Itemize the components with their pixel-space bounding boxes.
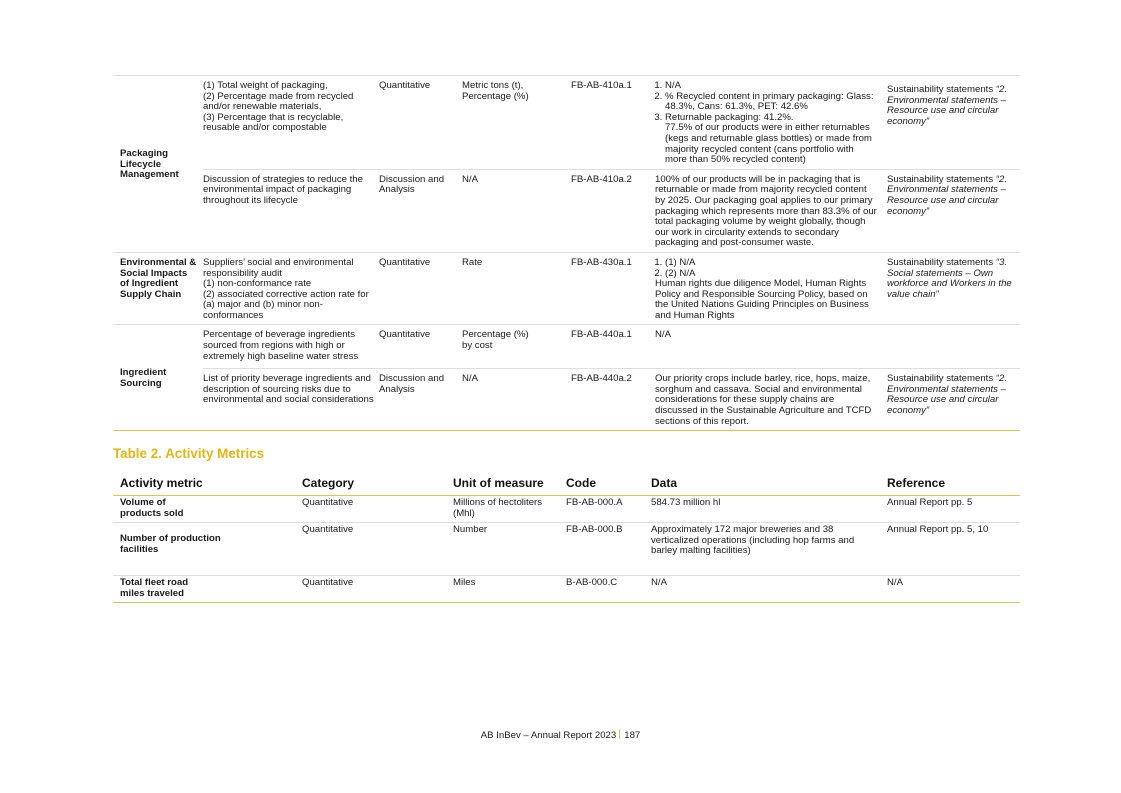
data-cell: N/A [651, 575, 887, 602]
code-cell: FB-AB-000.A [566, 497, 623, 508]
category-cell: Quantitative [379, 252, 462, 325]
data-cell: N/A [655, 325, 887, 369]
unit-cell: Miles [453, 575, 566, 602]
data-cell: 1. N/A 2. % Recycled content in primary packaging: Glass: 48.3%, Cans: 61.3%, PET: 42.6% 3. Returnable packaging: 41.2%. 77.5% of our products were in either returnables (kegs and returnable glass bottles) or made from majority recycled content (cans portfolio with more than 50% recycled content) [655, 76, 887, 170]
category-cell: Discussion and Analysis [379, 369, 462, 431]
reference-cell: N/A [887, 575, 1020, 602]
data-cell: 584.73 million hl [651, 497, 721, 508]
category-cell: Quantitative [379, 76, 462, 170]
metric-cell: (1) Total weight of packaging, (2) Percentage made from recycled and/or renewable materials, (3) Percentage that is recyclable, reusable and/or compostable [203, 76, 379, 170]
header-activity-metric: Activity metric [113, 474, 302, 496]
activity-metric-cell: Number of production facilities [113, 523, 302, 576]
header-unit: Unit of measure [453, 474, 566, 496]
reference-cell: Sustainability statements “2. Environmental statements – Resource use and circular economy” [887, 76, 1020, 170]
table-row [113, 252, 1020, 325]
metric-cell: Suppliers’ social and environmental responsibility audit (1) non-conformance rate (2) associated corrective action rate for (a) major and (b) minor non-conformances [203, 252, 379, 325]
data-cell: Our priority crops include barley, rice, hops, maize, sorghum and cassava. Social and environmental considerations for these supply chains are discussed in the Sustainable Agriculture and TCFD sections of this report. [655, 369, 887, 431]
topic-cell: Environmental & Social Impacts of Ingredient Supply Chain [113, 252, 203, 325]
code-cell: B-AB-000.C [566, 575, 651, 602]
reference-cell: Annual Report pp. 5, 10 [887, 523, 1020, 576]
unit-cell: Metric tons (t), Percentage (%) [462, 76, 571, 170]
unit-cell: Rate [462, 252, 571, 325]
table-2-title: Table 2. Activity Metrics [113, 446, 265, 461]
code-cell: FB-AB-440a.1 [571, 325, 655, 369]
topic-cell: Packaging Lifecycle Management [113, 76, 203, 253]
page-number: 187 [624, 730, 641, 741]
unit-cell: N/A [462, 369, 571, 431]
code-cell: FB-AB-000.B [566, 523, 651, 576]
sasb-metrics-table-continued [113, 75, 1020, 431]
code-cell: FB-AB-410a.1 [571, 76, 655, 170]
category-cell: Quantitative [302, 497, 354, 508]
reference-cell: Sustainability statements “2. Environmental statements – Resource use and circular economy” [887, 169, 1020, 252]
code-cell: FB-AB-410a.2 [571, 169, 655, 252]
category-cell: Quantitative [379, 325, 462, 369]
unit-cell: Percentage (%) by cost [462, 325, 571, 369]
metric-cell: List of priority beverage ingredients and description of sourcing risks due to environmental and social considerations [203, 369, 379, 431]
metric-cell: Discussion of strategies to reduce the environmental impact of packaging throughout its lifecycle [203, 169, 379, 252]
header-data: Data [651, 474, 887, 496]
code-cell: FB-AB-430a.1 [571, 252, 655, 325]
unit-cell: Number [453, 523, 566, 576]
category-cell: Discussion and Analysis [379, 169, 462, 252]
report-title: AB InBev – Annual Report 2023 [480, 730, 617, 741]
code-cell: FB-AB-440a.2 [571, 369, 655, 431]
reference-cell: Sustainability statements “2. Environmental statements – Resource use and circular economy” [887, 369, 1020, 431]
reference-cell [887, 325, 1020, 369]
table-row [113, 496, 1020, 523]
activity-metric-cell: Volume of products sold [120, 497, 184, 519]
table-row [113, 169, 1020, 252]
page-footer [0, 729, 1121, 742]
table-row [113, 523, 1020, 576]
footer-divider [619, 729, 620, 739]
activity-metric-cell: Total fleet road miles traveled [113, 575, 302, 602]
category-cell: Quantitative [302, 575, 453, 602]
topic-cell: Ingredient Sourcing [113, 325, 203, 431]
header-reference: Reference [887, 474, 1020, 496]
reference-cell: Annual Report pp. 5 [887, 497, 973, 508]
table-row [113, 76, 1020, 170]
header-category: Category [302, 474, 453, 496]
header-code: Code [566, 474, 651, 496]
data-cell: 100% of our products will be in packaging that is returnable or made from majority recycled content by 2025. Our packaging goal applies to our primary packaging which represents more than 83.3% of our total packaging volume by weight globally, though our work in circularity extends to secondary packaging and post-consumer waste. [655, 169, 887, 252]
table-row [113, 369, 1020, 431]
data-cell: Approximately 172 major breweries and 38 verticalized operations (including hop farms and barley malting facilities) [651, 523, 887, 576]
metric-cell: Percentage of beverage ingredients sourced from regions with high or extremely high baseline water stress [203, 325, 379, 369]
table-row [113, 325, 1020, 369]
reference-cell: Sustainability statements “3. Social statements – Own workforce and Workers in the value chain” [887, 252, 1020, 325]
data-cell: 1. (1) N/A 2. (2) N/A Human rights due diligence Model, Human Rights Policy and Responsible Sourcing Policy, based on the United Nations Guiding Principles on Business and Human Rights [655, 252, 887, 325]
category-cell: Quantitative [302, 523, 453, 576]
table-row [113, 575, 1020, 602]
activity-metrics-table [113, 474, 1020, 603]
unit-cell: Millions of hectoliters (Mhl) [453, 497, 543, 519]
table-header-row [113, 474, 1020, 496]
unit-cell: N/A [462, 169, 571, 252]
